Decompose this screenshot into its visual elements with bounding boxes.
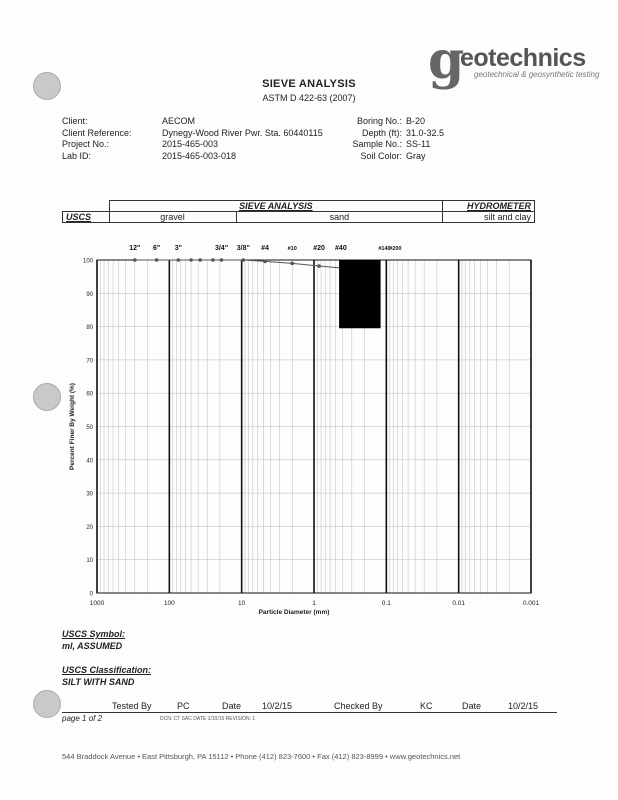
logo-tagline: geotechnical & geosynthetic testing: [474, 70, 600, 79]
y-tick-label: 0: [89, 591, 93, 598]
gradation-curve: [135, 260, 341, 268]
sieve-label: 3": [174, 245, 182, 252]
sieve-label: #40: [335, 245, 347, 252]
y-tick-label: 90: [86, 291, 93, 298]
x-tick-label: 0.1: [381, 600, 391, 607]
x-tick-label: 1: [312, 600, 316, 607]
uscs-classification-label: USCS Classification:: [62, 665, 152, 675]
y-tick-label: 80: [86, 325, 93, 332]
color-value: Gray: [406, 150, 426, 161]
gravel-cell: gravel: [109, 212, 236, 223]
data-point: [317, 264, 321, 268]
uscs-classification-value: SILT WITH SAND: [62, 677, 135, 687]
info-values-left: [162, 116, 323, 162]
lab-value: 2015-465-003-018: [162, 150, 237, 161]
sieve-label: 3/4": [214, 245, 229, 252]
data-point: [155, 258, 159, 262]
sieve-label: #4: [261, 245, 269, 252]
project-label: Project No.:: [62, 139, 110, 149]
logo-mark: g: [428, 30, 465, 91]
lab-label: Lab ID:: [62, 150, 92, 161]
uscs-classification-table: [62, 200, 535, 223]
sieve-label: #140: [378, 246, 391, 252]
page-title: SIEVE ANALYSIS: [262, 78, 356, 90]
uscs-symbol-label: USCS Symbol:: [62, 629, 126, 639]
sieve-label: #10: [287, 246, 297, 252]
y-tick-label: 30: [86, 491, 93, 498]
data-point: [263, 260, 267, 264]
project-value: 2015-465-003: [162, 139, 219, 149]
y-tick-label: 10: [86, 558, 93, 565]
boring-label: Boring No.:: [356, 116, 402, 126]
date-label-1: Date: [222, 701, 242, 711]
x-tick-label: 1000: [89, 600, 105, 607]
data-point: [220, 258, 224, 262]
sample-label: Sample No.:: [352, 139, 402, 149]
data-point: [241, 258, 245, 262]
tested-by-value: PC: [177, 701, 190, 711]
sample-value: SS-11: [406, 139, 431, 149]
y-tick-label: 40: [86, 458, 93, 465]
sieve-label: #200: [389, 246, 402, 252]
sieve-label: #20: [313, 245, 325, 252]
y-tick-label: 20: [86, 524, 93, 531]
x-tick-label: 10: [238, 600, 246, 607]
x-tick-label: 0.01: [452, 600, 465, 607]
sieve-label: 6": [152, 245, 161, 252]
page-subtitle: ASTM D 422-63 (2007): [262, 93, 356, 103]
date-value-2: 10/2/15: [508, 701, 539, 711]
uscs-symbol-value: ml, ASSUMED: [62, 641, 123, 651]
hydrometer-header: HYDROMETER: [443, 201, 535, 212]
color-label: Soil Color:: [360, 150, 402, 161]
logo-text: eotechnics: [460, 44, 586, 72]
client-ref-value: Dynegy-Wood River Pwr. Sta. 60440115: [162, 127, 323, 138]
data-point: [290, 262, 294, 266]
sieve-analysis-header: SIEVE ANALYSIS: [109, 201, 443, 212]
boring-value: B-20: [406, 116, 426, 126]
y-tick-label: 70: [86, 358, 93, 365]
x-axis-label: Particle Diameter (mm): [258, 609, 330, 616]
client-label: Client:: [62, 116, 88, 126]
sand-cell: sand: [236, 212, 443, 223]
silt-clay-cell: silt and clay: [443, 212, 535, 223]
tested-by-label: Tested By: [112, 701, 152, 711]
data-point: [198, 258, 202, 262]
footer-rule: [62, 712, 557, 713]
sieve-label: 12": [129, 245, 141, 252]
y-tick-label: 60: [86, 391, 93, 398]
depth-label: Depth (ft):: [361, 127, 402, 138]
info-values-right: [406, 116, 444, 162]
client-ref-label: Client Reference:: [62, 127, 132, 138]
x-tick-label: 0.001: [522, 600, 540, 607]
document-reference: DCN: CT SAC DATE 1/10/15 REVISION: 1: [160, 716, 256, 722]
client-value: AECOM: [162, 116, 196, 126]
uscs-cell: USCS: [63, 212, 110, 223]
binder-hole-middle: [33, 383, 61, 411]
data-point: [133, 258, 137, 262]
binder-hole-bottom: [33, 690, 61, 718]
company-address: 544 Braddock Avenue • East Pittsburgh, PA 15112 • Phone (412) 823-7600 • Fax (412) 823-8999 • www.geotechnics.net: [62, 752, 461, 761]
y-tick-label: 50: [86, 425, 93, 431]
data-point: [211, 258, 215, 262]
depth-value: 31.0-32.5: [406, 127, 445, 138]
info-labels-right: [330, 116, 402, 162]
checked-by-value: KC: [420, 701, 433, 711]
sieve-label: 3/8": [236, 245, 250, 252]
date-label-2: Date: [462, 701, 482, 711]
gradation-chart: [60, 236, 550, 621]
info-labels-left: [62, 116, 132, 162]
checked-by-label: Checked By: [334, 701, 383, 711]
data-point: [177, 258, 181, 262]
data-point: [189, 258, 193, 262]
redaction-box: [339, 260, 381, 328]
page-number: page 1 of 2: [62, 714, 103, 723]
x-tick-label: 100: [163, 600, 175, 607]
y-axis-label: Percent Finer By Weight (%): [69, 383, 76, 470]
date-value-1: 10/2/15: [262, 701, 293, 711]
y-tick-label: 100: [82, 258, 93, 265]
